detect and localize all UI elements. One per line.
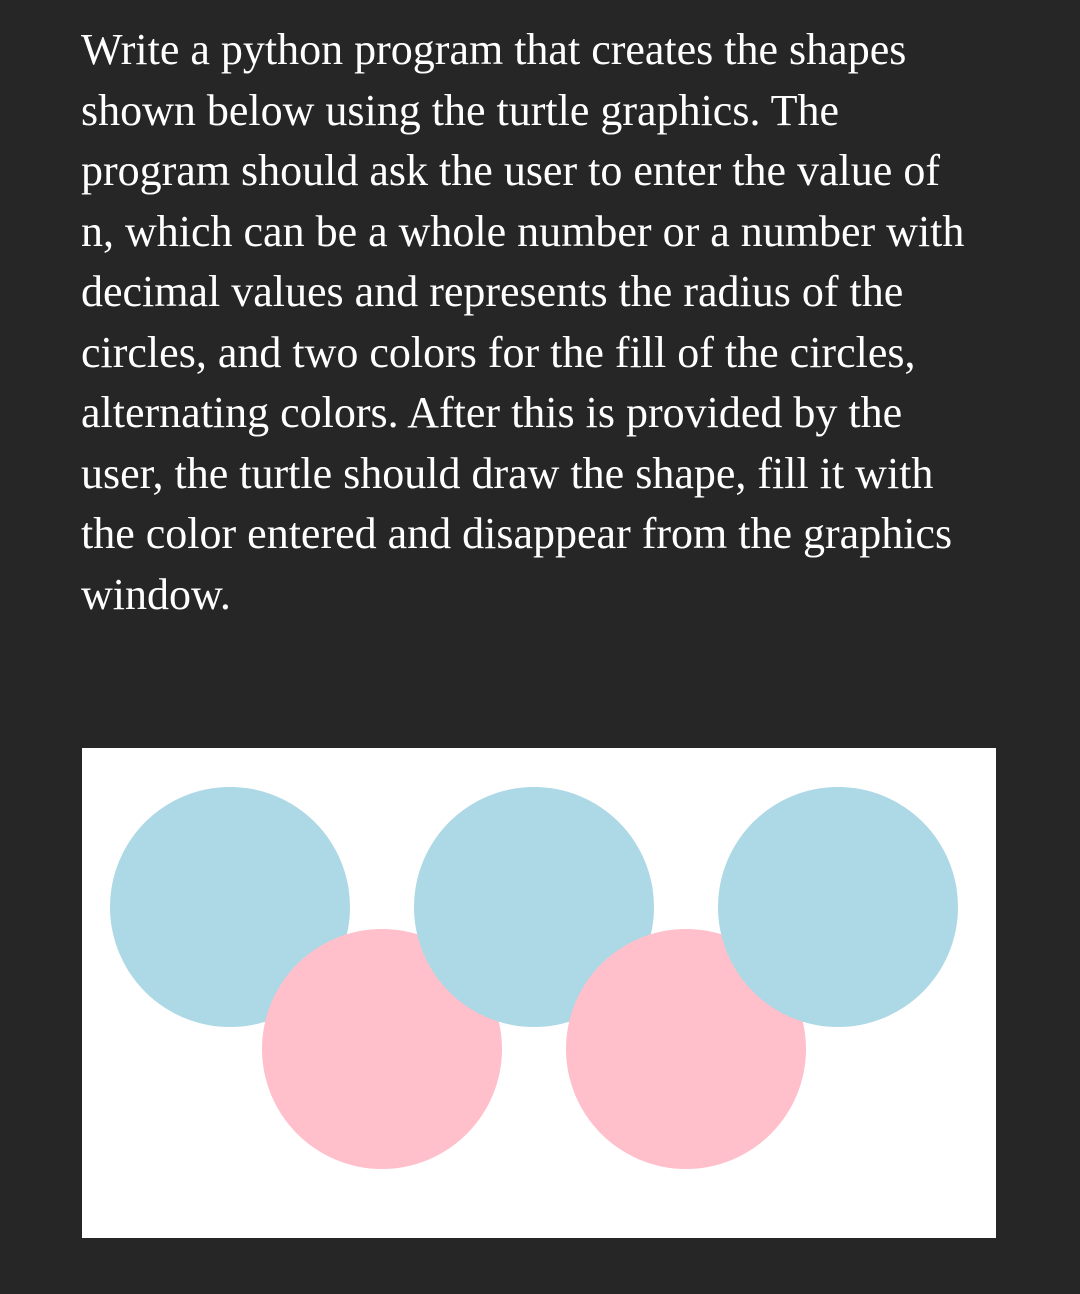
question-text: Write a python program that creates the shapes shown below using the turtle graphics. The program should ask the user to enter the value of n, which can be a whole number or a number with decimal values and represents the radius of the circles, and two colors for the fill of the circles, alternating colors. After this is provided by the user, the turtle should draw the shape, fill it with the color entered and disappear from the graphics window. [81,25,965,619]
blue-circle-5 [718,787,958,1027]
circles-drawing [82,748,996,1238]
turtle-graphics-figure [82,748,996,1238]
